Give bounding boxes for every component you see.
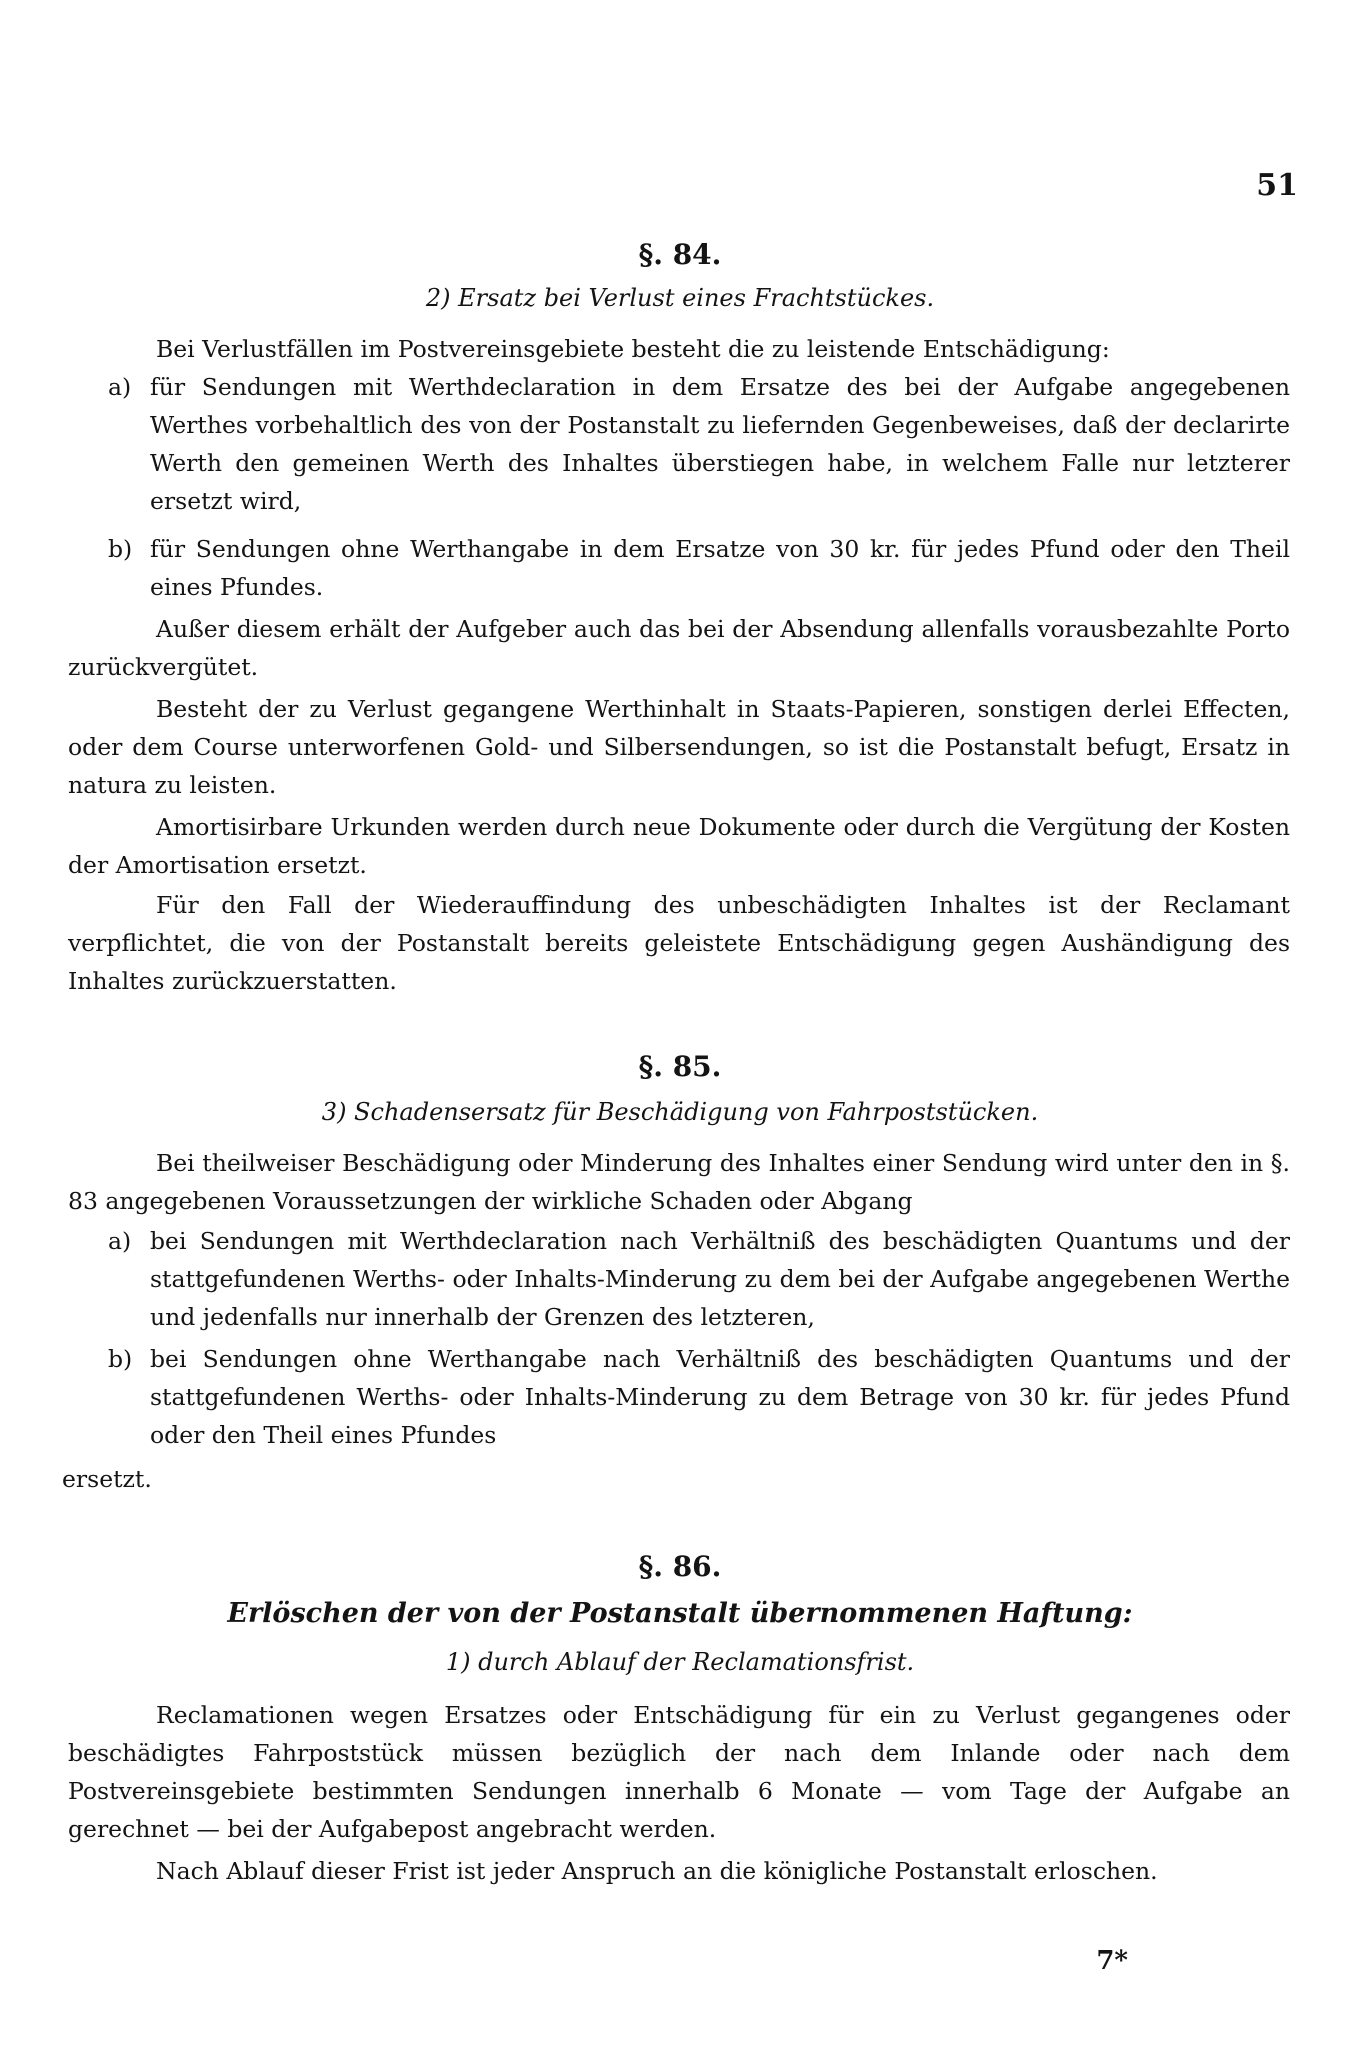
section-85-item-b — [108, 1340, 1290, 1454]
section-84-item-a — [108, 368, 1290, 520]
section-86-paragraph-2: Nach Ablauf dieser Frist ist jeder Anspruch an die königliche Postanstalt erloschen. — [156, 1857, 1158, 1885]
item-marker: a) — [108, 1227, 132, 1255]
item-text: für Sendungen mit Werthdeclaration in dem Ersatze des bei der Aufgabe angegebenen Werthes vorbehaltlich des von der Postanstalt zu liefernden Gegenbeweises, daß der declarirte Werth den gemeinen Werth des Inhaltes überstiegen habe, in welchem Falle nur letzterer ersetzt wird, — [150, 373, 1290, 515]
section-85-intro: Bei theilweiser Beschädigung oder Minderung des Inhaltes einer Sendung wird unter den in §. 83 angegebenen Voraussetzungen der wirkliche Schaden oder Abgang — [68, 1149, 1290, 1215]
section-85-subheading: 3) Schadensersatz für Beschädigung von Fahrpoststücken. — [321, 1098, 1039, 1126]
section-84-paragraph-3: Amortisirbare Urkunden werden durch neue Dokumente oder durch die Vergütung der Kosten der Amortisation ersetzt. — [68, 813, 1290, 879]
section-84-paragraph-4: Für den Fall der Wiederauffindung des unbeschädigten Inhaltes ist der Reclamant verpflichtet, die von der Postanstalt bereits geleistete Entschädigung gegen Aushändigung des Inhaltes zurückzuerstatten. — [68, 891, 1290, 995]
section-86-paragraph-1: Reclamationen wegen Ersatzes oder Entschädigung für ein zu Verlust gegangenes oder beschädigtes Fahrpoststück müssen bezüglich der nach dem Inlande oder nach dem Postvereinsgebiete bestimmten Sendungen innerhalb 6 Monate — vom Tage der Aufgabe an gerechnet — bei der Aufgabepost angebracht werden. — [68, 1701, 1290, 1843]
section-86-subheading: Erlöschen der von der Postanstalt übernommenen Haftung: — [227, 1598, 1133, 1629]
item-marker: a) — [108, 373, 132, 401]
page-number: 51 — [1256, 168, 1298, 203]
item-text: für Sendungen ohne Werthangabe in dem Ersatze von 30 kr. für jedes Pfund oder den Theil eines Pfundes. — [150, 535, 1290, 601]
item-text: bei Sendungen ohne Werthangabe nach Verhältniß des beschädigten Quantums und der stattgefundenen Werths- oder Inhalts-Minderung zu dem Betrage von 30 kr. für jedes Pfund oder den Theil eines Pfundes — [150, 1345, 1290, 1449]
section-84-heading: §. 84. — [638, 238, 722, 271]
section-84-intro: Bei Verlustfällen im Postvereinsgebiete besteht die zu leistende Entschädigung: — [156, 335, 1110, 363]
section-85-closing: ersetzt. — [62, 1465, 152, 1493]
signature-mark: 7* — [1096, 1946, 1128, 1976]
item-marker: b) — [108, 1345, 133, 1373]
section-85-item-a — [108, 1222, 1290, 1336]
section-84-paragraph-1: Außer diesem erhält der Aufgeber auch das bei der Absendung allenfalls vorausbezahlte Porto zurückvergütet. — [68, 615, 1290, 681]
section-84-subheading: 2) Ersatz bei Verlust eines Frachtstückes. — [425, 284, 935, 312]
section-86-heading: §. 86. — [638, 1550, 722, 1583]
section-85-heading: §. 85. — [638, 1050, 722, 1083]
item-marker: b) — [108, 535, 133, 563]
section-84-item-b — [108, 530, 1290, 606]
item-text: bei Sendungen mit Werthdeclaration nach Verhältniß des beschädigten Quantums und der stattgefundenen Werths- oder Inhalts-Minderung zu dem bei der Aufgabe angegebenen Werthe und jedenfalls nur innerhalb der Grenzen des letzteren, — [150, 1227, 1290, 1331]
section-86-subheading-2: 1) durch Ablauf der Reclamationsfrist. — [445, 1648, 915, 1676]
section-84-paragraph-2: Besteht der zu Verlust gegangene Werthinhalt in Staats-Papieren, sonstigen derlei Effecten, oder dem Course unterworfenen Gold- und Silbersendungen, so ist die Postanstalt befugt, Ersatz in natura zu leisten. — [68, 695, 1290, 799]
